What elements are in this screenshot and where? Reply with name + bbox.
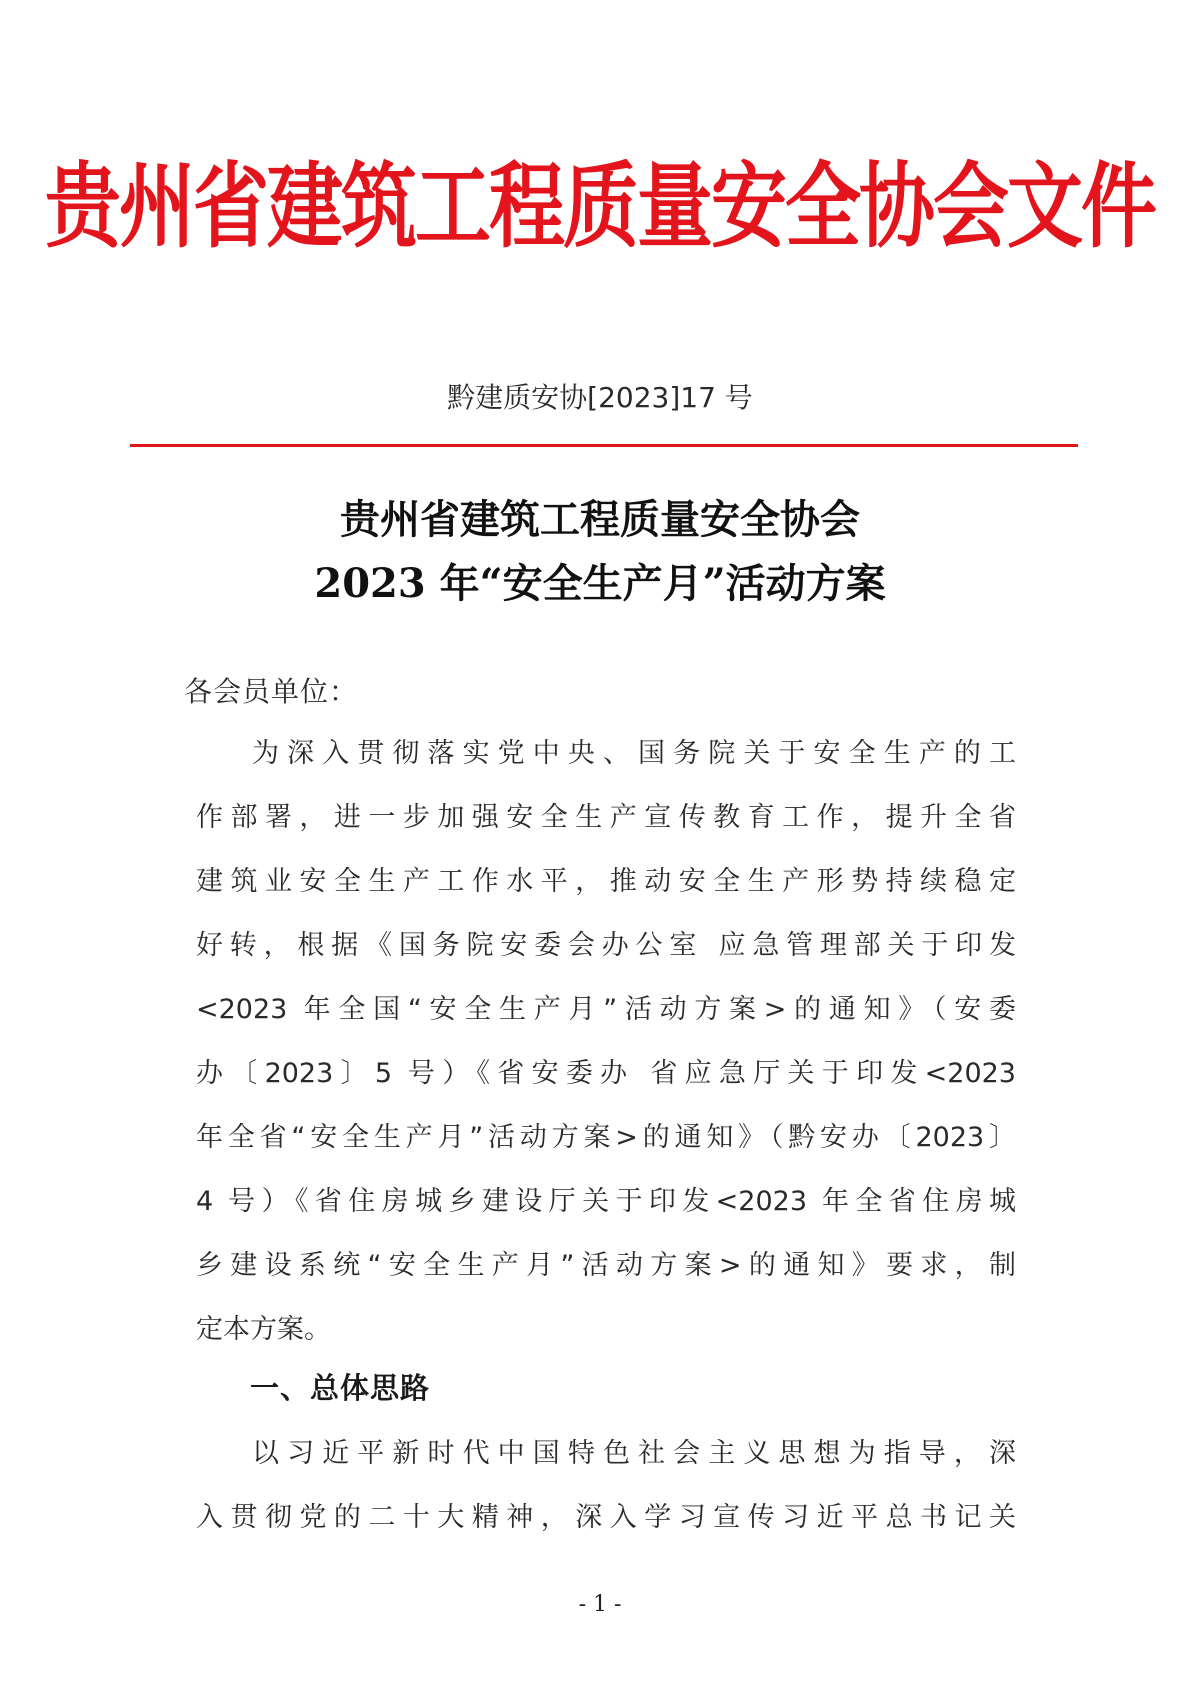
salutation: 各会员单位： (184, 675, 359, 708)
overall-approach-paragraph (196, 1430, 1016, 1558)
page-number: - 1 - (578, 1592, 622, 1617)
document-number: 黔建质安协[2023]17 号 (447, 381, 753, 414)
paragraph-line: 定本方案。 (196, 1314, 331, 1345)
document-title (0, 488, 1200, 616)
masthead-title: 贵州省建筑工程质量安全协会文件 (45, 151, 1155, 261)
paragraph-line: 为深入贯彻落实党中央、国务院关于安全生产的工 (252, 738, 1016, 769)
document-title-line-2: 2023 年“安全生产月”活动方案 (314, 560, 886, 607)
intro-paragraph (196, 730, 1016, 1370)
document-title-line-1: 贵州省建筑工程质量安全协会 (340, 496, 860, 543)
paragraph-line: 年全省“安全生产月”活动方案>的通知》（黔安办〔2023〕 (196, 1122, 1016, 1153)
paragraph-line: 4 号）《省住房城乡建设厅关于印发<2023 年全省住房城 (196, 1186, 1016, 1217)
paragraph-line: 入贯彻党的二十大精神，深入学习宣传习近平总书记关 (196, 1502, 1016, 1533)
paragraph-line: 建筑业安全生产工作水平，推动安全生产形势持续稳定 (196, 866, 1016, 897)
paragraph-line: 以习近平新时代中国特色社会主义思想为指导，深 (252, 1438, 1016, 1469)
paragraph-line: 乡建设系统“安全生产月”活动方案>的通知》要求，制 (196, 1250, 1016, 1281)
red-divider-line (130, 444, 1078, 447)
section-heading-overall-approach: 一、总体思路 (250, 1371, 431, 1405)
paragraph-line: 好转，根据《国务院安委会办公室 应急管理部关于印发 (196, 930, 1016, 961)
paragraph-line: 作部署，进一步加强安全生产宣传教育工作，提升全省 (196, 802, 1016, 833)
paragraph-line: <2023 年全国“安全生产月”活动方案>的通知》（安委 (196, 994, 1016, 1025)
paragraph-line: 办〔2023〕5 号）《省安委办 省应急厅关于印发<2023 (196, 1058, 1016, 1089)
